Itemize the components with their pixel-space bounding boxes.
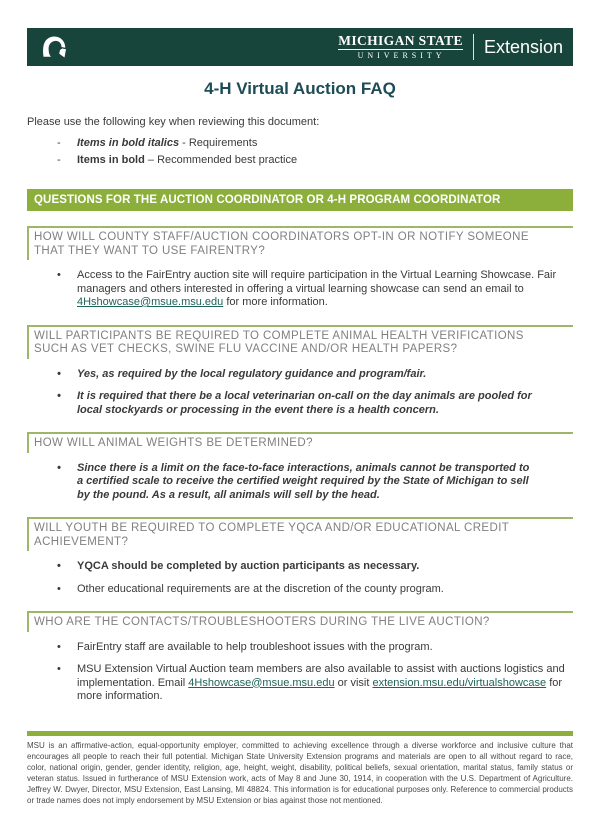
section-banner: QUESTIONS FOR THE AUCTION COORDINATOR OR 4-H PROGRAM COORDINATOR xyxy=(27,189,573,211)
page-title: 4-H Virtual Auction FAQ xyxy=(204,79,396,98)
answer-text: MSU Extension Virtual Auction team members are also available to assist with auctions logistics and implementation. Email 4Hshowcase@msue.msu.edu or visit extension.msu.edu/virtualshowcase for more information. xyxy=(77,663,565,702)
answer-bullet xyxy=(57,269,567,310)
msu-extension-masthead xyxy=(27,28,573,66)
answer-bullet xyxy=(57,641,567,655)
question-heading: WILL PARTICIPANTS BE REQUIRED TO COMPLETE ANIMAL HEALTH VERIFICATIONS SUCH AS VET CHECKS, SWINE FLU VACCINE AND/OR HEALTH PAPERS? xyxy=(27,325,573,359)
answer-text: Other educational requirements are at the discretion of the county program. xyxy=(77,582,444,595)
key-item-best-practice xyxy=(57,152,573,169)
question-heading: HOW WILL COUNTY STAFF/AUCTION COORDINATORS OPT-IN OR NOTIFY SOMEONE THAT THEY WANT TO USE FAIRENTRY? xyxy=(27,226,573,260)
key-item-text: Items in bold – Recommended best practice xyxy=(77,153,298,166)
answer-text: YQCA should be completed by auction participants as necessary. xyxy=(77,560,420,572)
faq-item-live-auction-contacts xyxy=(27,611,573,704)
email-link[interactable]: 4Hshowcase@msue.msu.edu xyxy=(188,676,335,689)
answer-bullet xyxy=(57,583,567,597)
question-heading: WHO ARE THE CONTACTS/TROUBLESHOOTERS DURING THE LIVE AUCTION? xyxy=(27,611,573,632)
answer-text: Yes, as required by the local regulatory guidance and program/fair. xyxy=(77,367,427,380)
website-link[interactable]: extension.msu.edu/virtualshowcase xyxy=(372,676,547,689)
bullet-icon: • xyxy=(57,640,61,653)
question-heading: HOW WILL ANIMAL WEIGHTS BE DETERMINED? xyxy=(27,432,573,453)
answer-text: Since there is a limit on the face-to-face interactions, animals cannot be transported to a certified scale to receive the certified weight required by the State of Michigan to sell by the pound. As a result, all animals will sell by the head. xyxy=(77,461,530,501)
dash-bullet-icon: - xyxy=(57,137,61,149)
key-item-requirements xyxy=(57,135,573,152)
answer-bullet xyxy=(57,390,535,417)
answer-bullet xyxy=(57,663,567,704)
answer-text: Access to the FairEntry auction site will require participation in the Virtual Learning Showcase. Fair managers and others interested in offering a virtual learning showcase can send an email to 4Hshowcase@msue.msu.edu for more information. xyxy=(77,269,557,308)
wordmark-line1: MICHIGAN STATE xyxy=(338,33,463,48)
msu-wordmark xyxy=(338,34,463,60)
dash-bullet-icon: - xyxy=(57,153,61,166)
masthead-divider xyxy=(473,34,474,60)
answer-text: FairEntry staff are available to help troubleshoot issues with the program. xyxy=(77,640,433,653)
email-link[interactable]: 4Hshowcase@msue.msu.edu xyxy=(77,296,224,308)
wordmark-line2: UNIVERSITY xyxy=(357,51,446,60)
footer-legal-text: MSU is an affirmative-action, equal-opportunity employer, committed to achieving excellence through a diverse workforce and inclusive culture that encourages all people to reach their full potential. Michigan State University Extension programs and materials are open to all without regard to race, color, national origin, gender, gender identity, religion, age, height, weight, disability, political beliefs, sexual orientation, marital status, family status or veteran status. Issued in furtherance of MSU Extension work, acts of May 8 and June 30, 1914, in cooperation with the U.S. Department of Agriculture. Jeffrey W. Dwyer, Director, MSU Extension, East Lansing, MI 48824. This information is for educational purposes only. Reference to commercial products or trade names does not imply endorsement by MSU Extension or bias against those not mentioned. xyxy=(27,740,573,805)
intro-text: Please use the following key when reviewing this document: xyxy=(27,116,320,128)
key-list xyxy=(57,135,573,168)
bullet-icon: • xyxy=(57,461,61,474)
answer-bullet xyxy=(57,462,535,503)
answer-bullet xyxy=(57,560,567,574)
faq-item-yqca xyxy=(27,517,573,596)
bullet-icon: • xyxy=(57,367,61,380)
bullet-icon: • xyxy=(57,582,61,595)
key-item-text: Items in bold italics - Requirements xyxy=(77,137,258,149)
footer-accent-bar xyxy=(27,731,573,736)
document-page xyxy=(0,28,600,806)
faq-item-health-verifications xyxy=(27,325,573,418)
bullet-icon: • xyxy=(57,390,61,402)
answer-bullet xyxy=(57,368,535,382)
faq-item-fairentry-optin xyxy=(27,226,573,310)
bullet-icon: • xyxy=(57,663,61,675)
msu-spartan-helmet-icon xyxy=(39,32,69,62)
bullet-icon: • xyxy=(57,269,61,281)
bullet-icon: • xyxy=(57,560,61,572)
question-heading: WILL YOUTH BE REQUIRED TO COMPLETE YQCA AND/OR EDUCATIONAL CREDIT ACHIEVEMENT? xyxy=(27,517,573,551)
answer-text: It is required that there be a local veterinarian on-call on the day animals are pooled for local stockyards or processing in the event there is a health concern. xyxy=(77,390,532,416)
faq-item-animal-weights xyxy=(27,432,573,502)
extension-brand: Extension xyxy=(483,36,563,57)
